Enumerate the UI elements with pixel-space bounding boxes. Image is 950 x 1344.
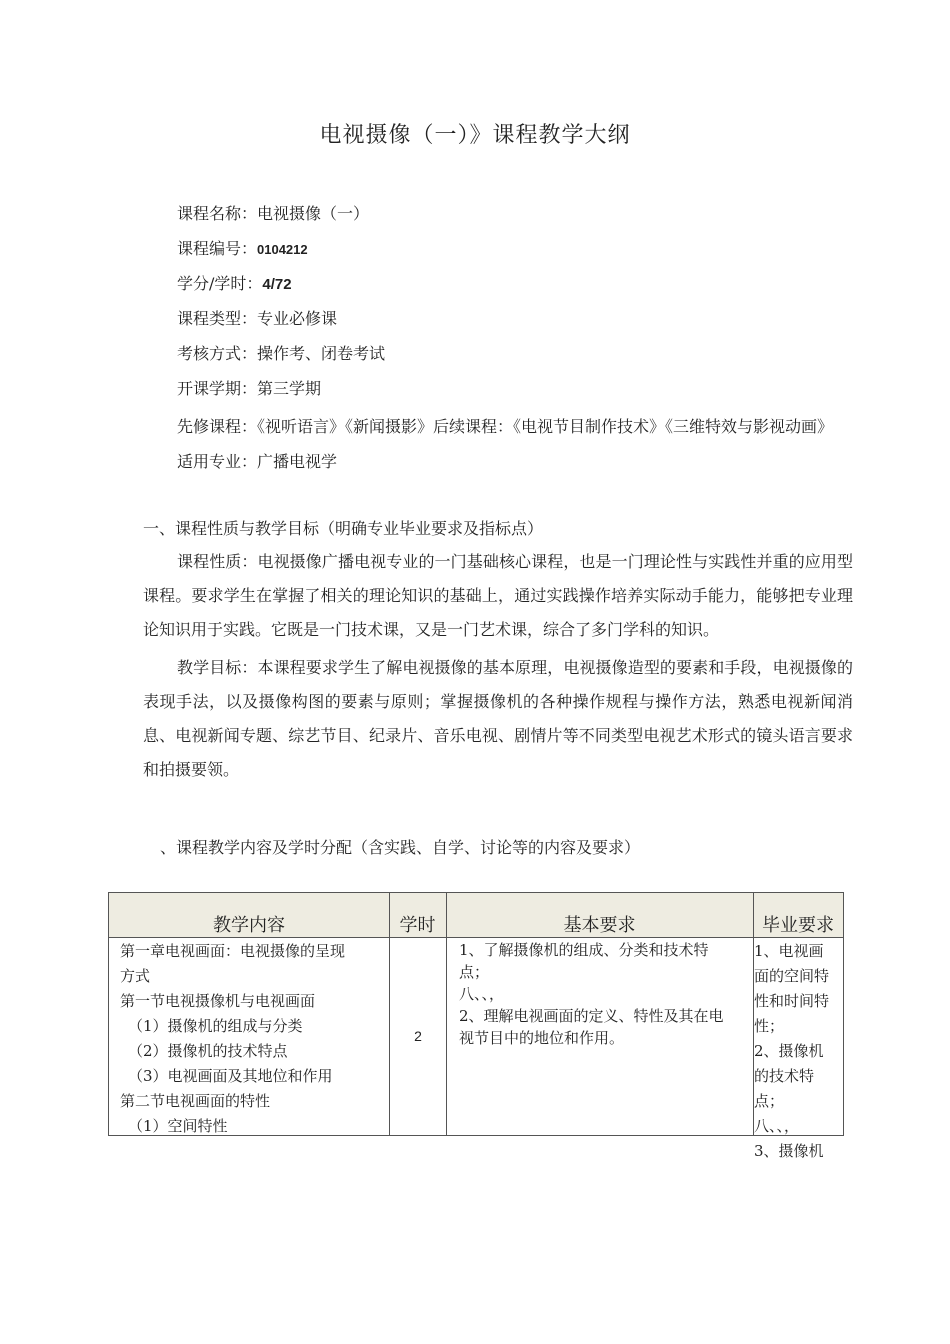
content-hours-table [108, 892, 844, 1160]
table-header-row [109, 893, 843, 938]
course-code-line [177, 236, 308, 259]
header-hours: 学时 [399, 915, 436, 936]
teaching-goal-paragraph: 教学目标：本课程要求学生了解电视摄像的基本原理，电视摄像造型的要素和手段，电视摄像的表现手法，以及摄像构图的要素与原则；掌握摄像机的各种操作规程与操作方法，熟悉电视新闻消息、电视新闻专题、综艺节目、纪录片、音乐电视、剧情片等不同类型电视艺术形式的镜头语言要求和拍摄要领。 [143, 658, 853, 779]
content-line: （2）摄像机的技术特点 [128, 1042, 288, 1060]
content-line: 方式 [120, 967, 151, 985]
content-line: 第一节电视摄像机与电视画面 [120, 992, 316, 1010]
hours-cell: 2 [414, 1027, 422, 1044]
content-line: 第一章电视画面：电视摄像的呈现 [120, 942, 346, 960]
course-type-line [177, 306, 337, 329]
course-name-line [177, 201, 369, 224]
requirement-line: 八、、， [459, 985, 505, 1003]
credits-line [177, 271, 292, 294]
header-graduation: 毕业要求 [762, 915, 834, 936]
content-line: 第二节电视画面的特性 [120, 1092, 271, 1110]
content-cell [120, 939, 388, 1133]
column-divider [446, 893, 447, 1135]
course-code-value: 0104212 [257, 242, 308, 257]
content-line: （1）摄像机的组成与分类 [128, 1017, 303, 1035]
graduation-line: 3、摄像机 [754, 1142, 824, 1160]
prerequisite-paragraph: 先修课程：《视听语言》《新闻摄影》后续课程：《电视节目制作技术》《三维特效与影视动画》适用专业：广播电视学 [177, 417, 834, 471]
course-nature-paragraph: 课程性质：电视摄像广播电视专业的一门基础核心课程，也是一门理论性与实践性并重的应用型课程。要求学生在掌握了相关的理论知识的基础上，通过实践操作培养实际动手能力，能够把专业理论知识用于实践。它既是一门技术课，又是一门艺术课，综合了多门学科的知识。 [143, 552, 853, 639]
content-line: （1）空间特性 [128, 1117, 228, 1135]
requirement-line: 2、理解电视画面的定义、特性及其在电视节目中的地位和作用。 [459, 1007, 724, 1047]
graduation-line: 八、、， [754, 1117, 800, 1135]
semester-label: 开课学期： [177, 379, 258, 398]
course-name-value: 电视摄像（一） [257, 204, 370, 223]
graduation-line: 性； [754, 1017, 785, 1035]
graduation-line: 1、电视画 [754, 942, 824, 960]
credits-value: 4/72 [262, 276, 292, 293]
graduation-line: 2、摄像机 [754, 1042, 824, 1060]
header-requirements: 基本要求 [563, 915, 636, 936]
graduation-line: 的技术特 [754, 1067, 815, 1085]
page-title: 电视摄像（一）》课程教学大纲 [319, 123, 631, 148]
header-content: 教学内容 [213, 915, 285, 936]
course-code-label: 课程编号： [177, 239, 258, 258]
graduation-line: 点； [754, 1092, 785, 1110]
content-line: （3）电视画面及其地位和作用 [128, 1067, 333, 1085]
credits-label: 学分/学时： [177, 274, 263, 293]
assessment-line [177, 341, 385, 364]
graduation-line: 面的空间特 [754, 967, 830, 985]
section-1-heading: 一、课程性质与教学目标（明确专业毕业要求及指标点） [143, 519, 544, 538]
course-type-label: 课程类型： [177, 309, 258, 328]
graduation-cell [754, 939, 840, 1160]
assessment-value: 操作考、闭卷考试 [257, 344, 386, 363]
course-name-label: 课程名称： [177, 204, 258, 223]
requirement-line: 1、了解摄像机的组成、分类和技术特点； [459, 941, 709, 981]
semester-value: 第三学期 [257, 379, 322, 398]
assessment-label: 考核方式： [177, 344, 258, 363]
course-type-value: 专业必修课 [257, 309, 338, 328]
semester-line [177, 376, 321, 399]
requirements-cell [459, 939, 737, 1133]
section-2-heading: 、课程教学内容及学时分配（含实践、自学、讨论等的内容及要求） [160, 838, 641, 857]
graduation-line: 性和时间特 [754, 992, 830, 1010]
